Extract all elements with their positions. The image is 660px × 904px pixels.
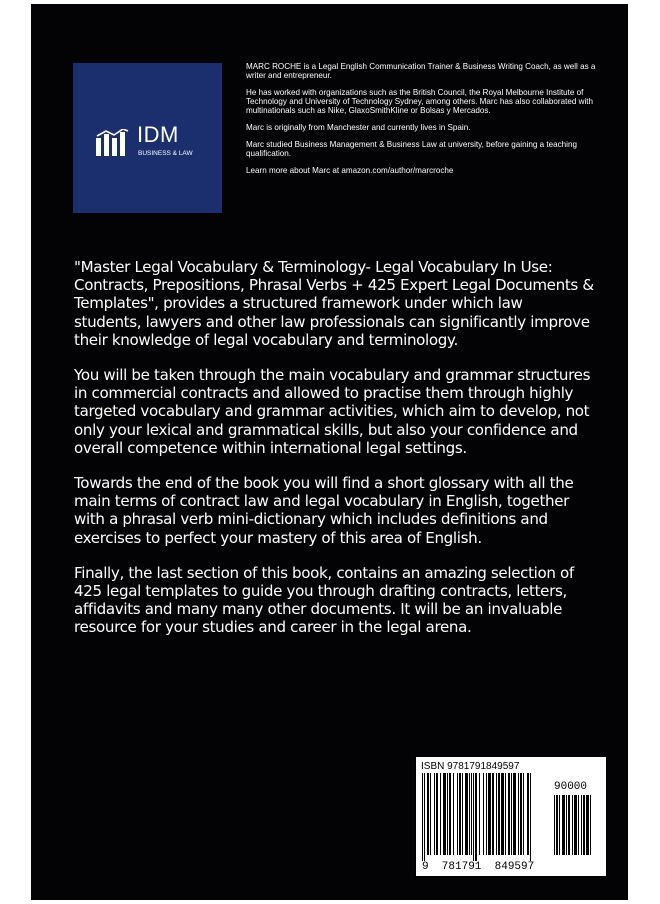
barcode-bar bbox=[473, 773, 474, 861]
barcode-bar bbox=[498, 773, 500, 855]
barcode-bar bbox=[578, 795, 579, 855]
barcode-bar bbox=[559, 795, 560, 855]
barcode-bar bbox=[562, 795, 565, 855]
barcode-bar bbox=[505, 773, 506, 855]
barcode-bar bbox=[471, 773, 472, 855]
barcode-bar bbox=[574, 795, 577, 855]
barcode-bar bbox=[554, 795, 555, 855]
barcode-bar bbox=[513, 773, 516, 855]
barcode-bar bbox=[440, 773, 441, 855]
barcode-bar bbox=[457, 773, 458, 855]
barcode-bar bbox=[590, 795, 591, 855]
author-bio bbox=[246, 62, 596, 182]
bio-paragraph: MARC ROCHE is a Legal English Communication Trainer & Business Writing Coach, as well as a writer and entrepreneur. bbox=[246, 62, 596, 81]
barcode-bar bbox=[434, 773, 435, 855]
isbn-label: ISBN 9781791849597 bbox=[421, 761, 520, 772]
barcode-bar bbox=[583, 795, 585, 855]
barcode-bar bbox=[459, 773, 461, 855]
barcode-bar bbox=[508, 773, 510, 855]
bio-paragraph: Marc is originally from Manchester and currently lives in Spain. bbox=[246, 123, 471, 133]
barcode-bar bbox=[572, 795, 573, 855]
barcode-digits: 9 781791 849597 bbox=[422, 861, 535, 873]
publisher-logo bbox=[73, 63, 222, 213]
logo-tagline: BUSINESS & LAW bbox=[138, 150, 193, 157]
barcode-bar bbox=[501, 773, 504, 855]
barcode-bar bbox=[586, 795, 589, 855]
barcode-bar bbox=[436, 773, 438, 855]
barcode-bar bbox=[518, 773, 519, 855]
barcode-bar bbox=[443, 773, 446, 855]
back-cover bbox=[31, 4, 628, 900]
logo-name: IDM bbox=[137, 122, 179, 147]
barcode-bar bbox=[475, 773, 477, 861]
barcode-bar bbox=[496, 773, 497, 855]
barcode-bar bbox=[486, 773, 487, 855]
barcode-bar bbox=[527, 773, 529, 855]
barcode-bar bbox=[465, 773, 468, 855]
description-paragraph: Finally, the last section of this book, contains an amazing selection of 425 legal templates to guide you through drafting contracts, letters, affidavits and many many other documents. It will be an invaluable resource for your studies and career in the legal arena. bbox=[74, 563, 574, 637]
barcode-bar bbox=[511, 773, 512, 855]
chart-bars-icon bbox=[95, 129, 131, 157]
barcode-bar bbox=[427, 773, 429, 855]
barcode-bar bbox=[449, 773, 451, 855]
price-code: 90000 bbox=[554, 781, 588, 793]
barcode-bar bbox=[424, 773, 425, 861]
bio-paragraph: Learn more about Marc at amazon.com/author/marcroche bbox=[246, 165, 454, 175]
barcode-bar bbox=[422, 773, 423, 861]
barcode-bar bbox=[566, 795, 567, 855]
barcode-bar bbox=[453, 773, 454, 855]
barcode-bar bbox=[523, 773, 524, 855]
barcode-bar bbox=[479, 773, 480, 855]
barcode-bar bbox=[488, 773, 491, 855]
barcode-bar bbox=[430, 773, 431, 855]
description-paragraph: "Master Legal Vocabulary & Terminology- Legal Vocabulary In Use: Contracts, Prepositions, Phrasal Verbs + 425 Expert Legal Documents & Templates", provides a structured framework under which law students, lawyers and other law professionals can significantly improve their knowledge of legal vocabulary and terminology. bbox=[74, 258, 594, 349]
description-paragraph: You will be taken through the main vocabulary and grammar structures in commercial contracts and allowed to practise them through highly targeted vocabulary and grammar activities, which aim to develop, not only your lexical and grammatical skills, but also your confidence and overall competence within international legal settings. bbox=[74, 366, 591, 457]
isbn-barcode bbox=[415, 756, 607, 877]
barcode-bar bbox=[556, 795, 558, 855]
barcode-bar bbox=[568, 795, 570, 855]
bio-paragraph: He has worked with organizations such as the British Council, the Royal Melbourne Institute of Technology and University of Technology Sydney, among others. Marc has also collaborated with multinationals such as Nike, GlaxoSmithKline or Bolsas y Mercados. bbox=[246, 87, 594, 116]
barcode-bar bbox=[530, 773, 531, 861]
addon-barcode-bars bbox=[554, 795, 600, 861]
barcode-bar bbox=[492, 773, 494, 855]
barcode-bar bbox=[462, 773, 463, 855]
book-description bbox=[74, 258, 594, 654]
barcode-bar bbox=[520, 773, 522, 855]
barcode-bar bbox=[469, 773, 470, 855]
ean-barcode-bars bbox=[422, 773, 548, 861]
barcode-bar bbox=[447, 773, 448, 855]
description-paragraph: Towards the end of the book you will find a short glossary with all the main terms of contract law and legal vocabulary in English, together with a phrasal verb mini-dictionary which includes definitions and exercises to perfect your mastery of this area of English. bbox=[74, 474, 574, 547]
bio-paragraph: Marc studied Business Management & Business Law at university, before gaining a teaching qualification. bbox=[246, 139, 577, 158]
barcode-bar bbox=[581, 795, 582, 855]
barcode-bar bbox=[483, 773, 484, 855]
